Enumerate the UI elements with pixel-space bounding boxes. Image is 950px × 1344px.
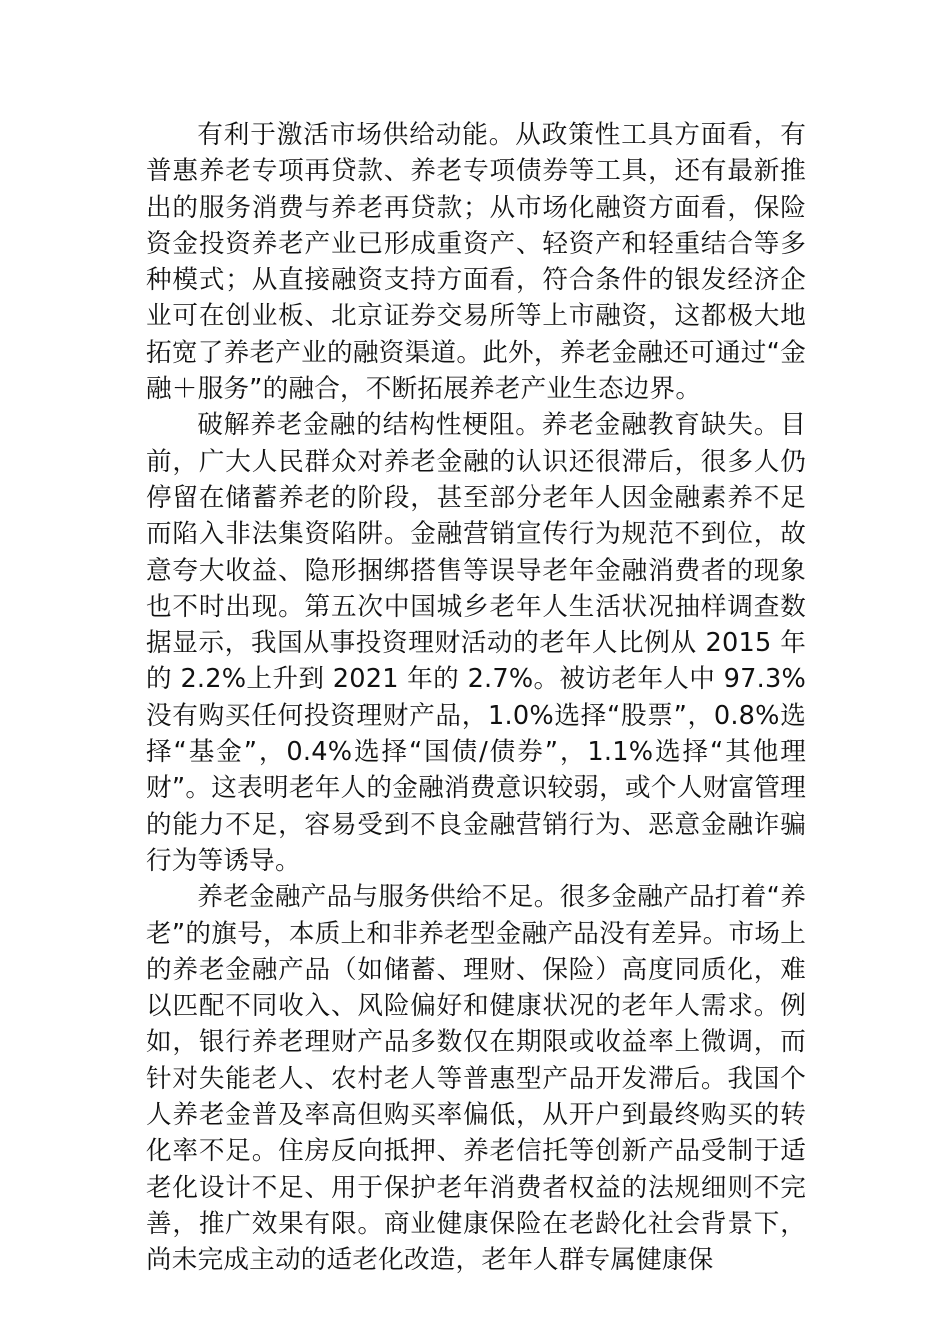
paragraph-product-supply: 养老金融产品与服务供给不足。很多金融产品打着“养老”的旗号，本质上和非养老型金融产品没有差异。市场上的养老金融产品（如储蓄、理财、保险）高度同质化，难以匹配不同收入、风险偏好和健康状况的老年人需求。例如，银行养老理财产品多数仅在期限或收益率上微调，而针对失能老人、农村老人等普惠型产品开发滞后。我国个人养老金普及率高但购买率偏低，从开户到最终购买的转化率不足。住房反向抵押、养老信托等创新产品受制于适老化设计不足、用于保护老年消费者权益的法规细则不完善，推广效果有限。商业健康保险在老龄化社会背景下，尚未完成主动的适老化改造，老年人群专属健康保 <box>146 882 806 1276</box>
document-body <box>146 117 806 1279</box>
paragraph-structural-obstacles: 破解养老金融的结构性梗阻。养老金融教育缺失。目前，广大人民群众对养老金融的认识还很滞后，很多人仍停留在储蓄养老的阶段，甚至部分老年人因金融素养不足而陷入非法集资陷阱。金融营销宣传行为规范不到位，故意夸大收益、隐形捆绑搭售等误导老年金融消费者的现象也不时出现。第五次中国城乡老年人生活状况抽样调查数据显示，我国从事投资理财活动的老年人比例从 2015 年的 2.2%上升到 2021 年的 2.7%。被访老年人中 97.3%没有购买任何投资理财产品，1.0%选择“股票”，0.8%选择“基金”，0.4%选择“国债/债券”，1.1%选择“其他理财”。这表明老年人的金融消费意识较弱，或个人财富管理的能力不足，容易受到不良金融营销行为、恶意金融诈骗行为等诱导。 <box>146 410 806 876</box>
paragraph-market-supply: 有利于激活市场供给动能。从政策性工具方面看，有普惠养老专项再贷款、养老专项债券等工具，还有最新推出的服务消费与养老再贷款；从市场化融资方面看，保险资金投资养老产业已形成重资产、轻资产和轻重结合等多种模式；从直接融资支持方面看，符合条件的银发经济企业可在创业板、北京证券交易所等上市融资，这都极大地拓宽了养老产业的融资渠道。此外，养老金融还可通过“金融＋服务”的融合，不断拓展养老产业生态边界。 <box>146 120 806 405</box>
